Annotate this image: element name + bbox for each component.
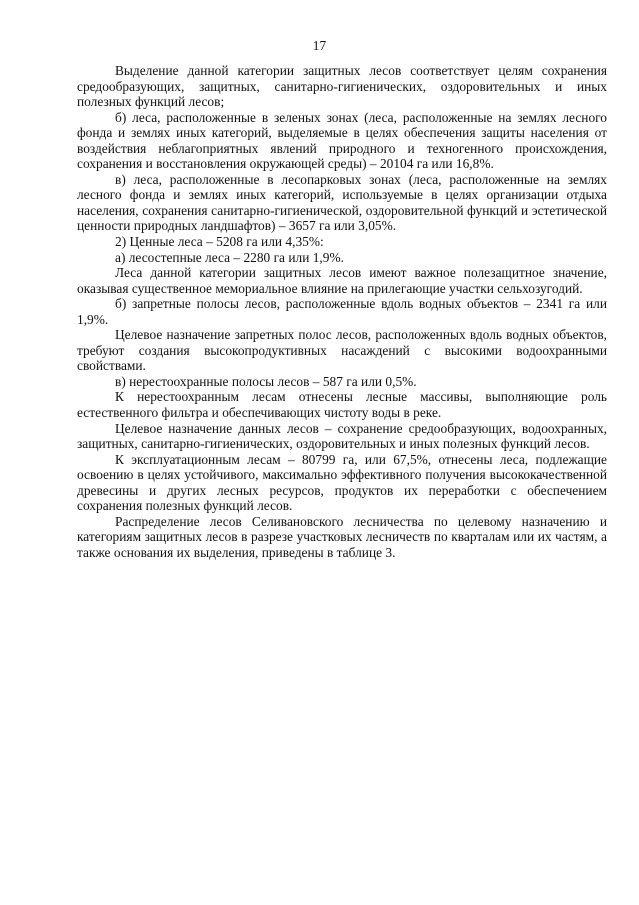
paragraph: Целевое назначение данных лесов – сохранение средообразующих, водоохранных, защитных, санитарно-гигиенических, оздоровительных и иных полезных функций лесов. xyxy=(77,420,607,452)
paragraph: Целевое назначение запретных полос лесов, расположенных вдоль водных объектов, требуют создания высокопродуктивных насаждений с высокими водоохранными свойствами. xyxy=(77,327,607,374)
paragraph: 2) Ценные леса – 5208 га или 4,35%: xyxy=(115,234,324,250)
paragraph: Распределение лесов Селивановского лесничества по целевому назначению и категориям защитных лесов в разрезе участковых лесничеств по кварталам или их частям, а также основания их выделения, приведены в таблице 3. xyxy=(77,513,607,560)
document-body xyxy=(77,63,607,561)
paragraph: в) леса, расположенные в лесопарковых зонах (леса, расположенные на землях лесного фонда и землях иных категорий, используемые в целях организации отдыха населения, сохранения санитарно-гигиенической, оздоровительной функций и эстетической ценности природных ландшафтов) – 3657 га или 3,05%. xyxy=(77,171,607,234)
paragraph: в) нерестоохранные полосы лесов – 587 га или 0,5%. xyxy=(115,373,417,389)
paragraph: а) лесостепные леса – 2280 га или 1,9%. xyxy=(115,249,344,265)
paragraph: К нерестоохранным лесам отнесены лесные массивы, выполняющие роль естественного фильтра и обеспечивающих чистоту воды в реке. xyxy=(77,389,607,421)
paragraph: б) леса, расположенные в зеленых зонах (леса, расположенные на землях лесного фонда и землях иных категорий, выделяемые в целях обеспечения защиты населения от воздействия неблагоприятных явлений природного и техногенного происхождения, сохранения и восстановления окружающей среды) – 20104 га или 16,8%. xyxy=(77,109,607,172)
paragraph: б) запретные полосы лесов, расположенные вдоль водных объектов – 2341 га или 1,9%. xyxy=(77,296,607,327)
paragraph: К эксплуатационным лесам – 80799 га, или 67,5%, отнесены леса, подлежащие освоению в целях устойчивого, максимально эффективного получения высококачественной древесины и других лесных ресурсов, продуктов их переработки с обеспечением сохранения полезных функций лесов. xyxy=(77,451,607,514)
paragraph: Леса данной категории защитных лесов имеют важное полезащитное значение, оказывая существенное мемориальное влияние на прилегающие участки сельхозугодий. xyxy=(77,265,607,296)
paragraph: Выделение данной категории защитных лесов соответствует целям сохранения средообразующих, защитных, санитарно-гигиенических, оздоровительных и иных полезных функций лесов; xyxy=(77,63,607,110)
page-number: 17 xyxy=(312,38,327,53)
